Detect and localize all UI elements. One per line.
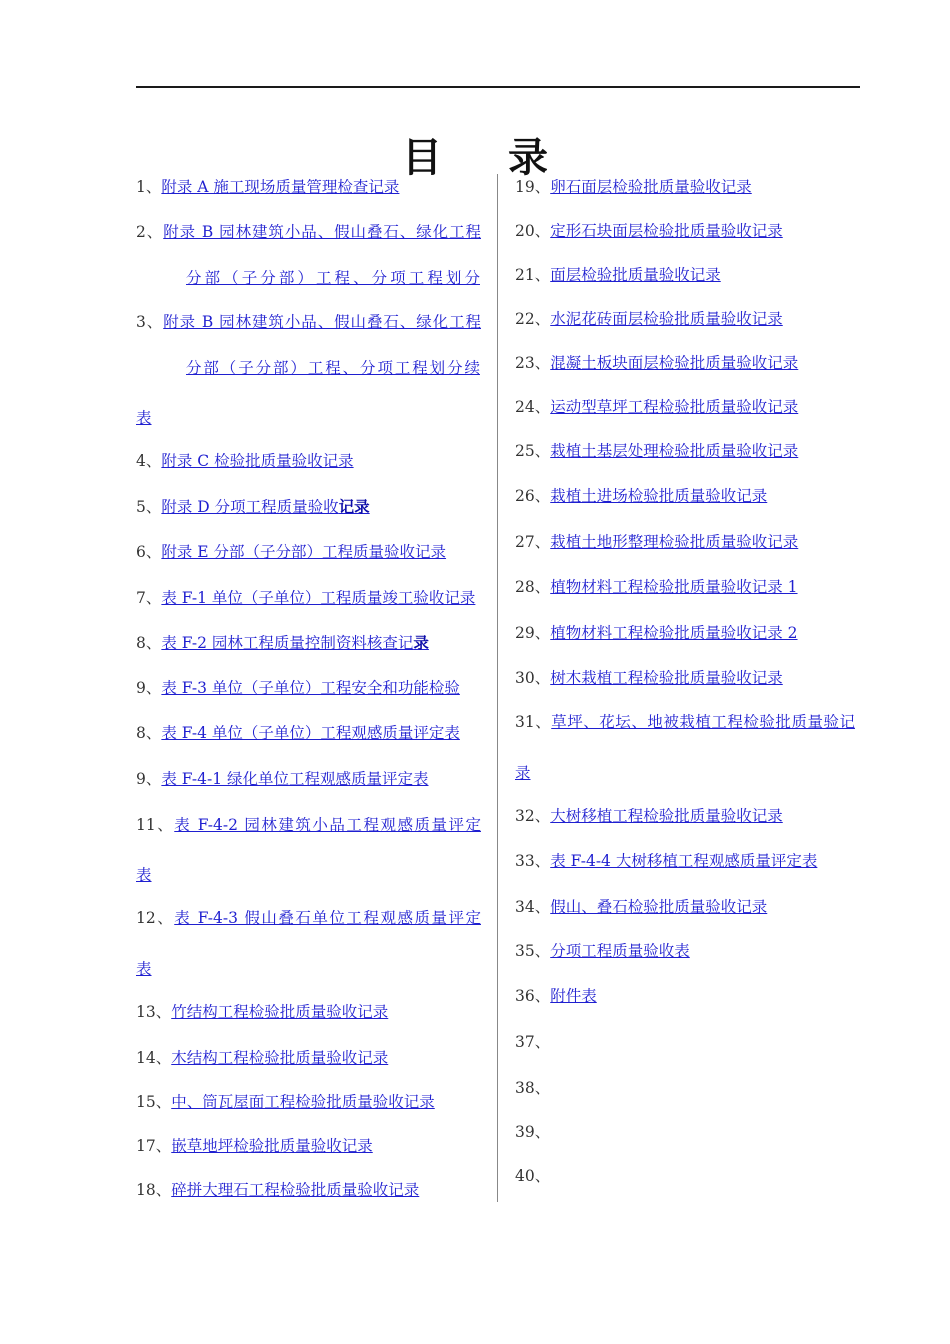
page-title: 目 录 [402, 135, 574, 181]
toc-entry-link-text: 表 F-4-4 大树移植工程观感质量评定表 [550, 852, 818, 870]
toc-entry-number: 34、 [515, 898, 551, 916]
toc-entry-link[interactable] [161, 498, 369, 516]
toc-entry [515, 623, 855, 643]
toc-entry-number: 26、 [515, 487, 551, 505]
toc-entry [136, 723, 481, 743]
toc-entry [136, 1136, 481, 1156]
toc-entry-number: 18、 [136, 1181, 172, 1199]
toc-entry [136, 542, 481, 562]
toc-entry-continuation[interactable]: 分部（子分部）工程、分项工程划分 [186, 269, 480, 287]
toc-entry-number: 36、 [515, 987, 551, 1005]
toc-entry-number: 39、 [515, 1123, 551, 1141]
toc-entry-link[interactable] [550, 624, 797, 642]
toc-entry-link-text: 表 F-1 单位（子单位）工程质量竣工验收记录 [161, 589, 476, 607]
toc-entry-link[interactable] [550, 442, 798, 460]
toc-entry [515, 941, 855, 961]
toc-entry-link[interactable] [171, 1137, 373, 1155]
toc-entry-link[interactable] [161, 452, 353, 470]
toc-entry-link-text: 混凝土板块面层检验批质量验收记录 [550, 354, 799, 372]
toc-entry-number: 28、 [515, 578, 551, 596]
toc-entry [515, 486, 855, 506]
toc-entry-number: 8、 [136, 634, 162, 652]
toc-entry [136, 1180, 481, 1200]
toc-entry-continuation[interactable]: 录 [515, 764, 531, 782]
toc-entry [136, 1092, 481, 1112]
toc-entry-link[interactable] [550, 266, 721, 284]
toc-entry-link[interactable] [171, 1093, 435, 1111]
toc-entry-link[interactable] [550, 852, 817, 870]
toc-entry-link-text: 嵌草地坪检验批质量验收记录 [171, 1137, 373, 1155]
toc-entry [515, 851, 855, 871]
toc-entry-link-text: 栽植土地形整理检验批质量验收记录 [550, 533, 799, 551]
toc-entry-number: 30、 [515, 669, 551, 687]
toc-entry [515, 806, 855, 826]
toc-entry-link[interactable] [171, 1049, 388, 1067]
toc-entry-number: 3、 [136, 313, 164, 331]
toc-entry-link[interactable] [161, 724, 460, 742]
toc-entry-continuation[interactable]: 表 [136, 409, 152, 427]
toc-entry-link-text: 表 F-4-1 绿化单位工程观感质量评定表 [161, 770, 429, 788]
toc-entry-link[interactable] [174, 816, 481, 834]
toc-entry [136, 769, 481, 789]
toc-entry-link-text: 表 F-3 单位（子单位）工程安全和功能检验 [161, 679, 460, 697]
toc-entry-link-text: 表 F-4 单位（子单位）工程观感质量评定表 [161, 724, 460, 742]
toc-entry [515, 532, 855, 552]
toc-entry-link[interactable] [550, 807, 783, 825]
toc-entry-link[interactable] [161, 178, 399, 196]
toc-entry-number: 40、 [515, 1167, 551, 1185]
toc-entry-link[interactable] [161, 770, 428, 788]
toc-entry-link[interactable] [550, 898, 767, 916]
toc-entry-number: 38、 [515, 1079, 551, 1097]
toc-entry-number: 29、 [515, 624, 551, 642]
toc-entry-number: 5、 [136, 498, 162, 516]
toc-entry-number: 20、 [515, 222, 551, 240]
toc-entry-number: 35、 [515, 942, 551, 960]
toc-entry [136, 678, 481, 698]
toc-entry-number: 21、 [515, 266, 551, 284]
toc-entry-link-text: 中、筒瓦屋面工程检验批质量验收记录 [171, 1093, 435, 1111]
toc-entry-link-text: 附录 A 施工现场质量管理检查记录 [161, 178, 400, 196]
toc-entry-number: 31、 [515, 713, 552, 731]
toc-entry-link-text: 植物材料工程检验批质量验收记录 1 [550, 578, 798, 596]
toc-entry [136, 312, 481, 332]
toc-entry-link-text: 面层检验批质量验收记录 [550, 266, 721, 284]
toc-entry-number: 9、 [136, 770, 162, 788]
column-divider [497, 174, 498, 1202]
toc-entry-link[interactable] [550, 487, 767, 505]
toc-entry [136, 177, 481, 197]
toc-entry-number: 7、 [136, 589, 162, 607]
toc-entry-link[interactable] [550, 533, 798, 551]
toc-entry-number: 37、 [515, 1033, 551, 1051]
toc-entry-number: 23、 [515, 354, 551, 372]
toc-entry-number: 12、 [136, 909, 175, 927]
toc-entry-link-text: 卵石面层检验批质量验收记录 [550, 178, 752, 196]
toc-entry [515, 353, 855, 373]
toc-entry-link-text: 附录 C 检验批质量验收记录 [161, 452, 354, 470]
toc-entry-link[interactable] [171, 1003, 388, 1021]
toc-entry [136, 908, 481, 928]
toc-entry-link-text: 分项工程质量验收表 [550, 942, 690, 960]
toc-entry-continuation[interactable]: 分部（子分部）工程、分项工程划分续 [186, 359, 480, 377]
toc-entry [136, 815, 481, 835]
toc-entry-number: 19、 [515, 178, 551, 196]
toc-entry [136, 633, 481, 653]
toc-entry-link[interactable] [163, 313, 481, 331]
toc-entry-link-text: 大树移植工程检验批质量验收记录 [550, 807, 783, 825]
toc-entry-number: 22、 [515, 310, 551, 328]
toc-entry-link-text: 树木栽植工程检验批质量验收记录 [550, 669, 783, 687]
toc-entry [136, 1002, 481, 1022]
toc-entry-number: 11、 [136, 816, 175, 834]
toc-entry-link-text: 附录 E 分部（子分部）工程质量验收记录 [161, 543, 447, 561]
toc-entry-link-text: 表 F-2 园林工程质量控制资料核查记 [161, 634, 414, 652]
toc-entry [515, 668, 855, 688]
toc-entry-number: 8、 [136, 724, 162, 742]
toc-entry-link[interactable] [174, 909, 481, 927]
toc-entry [136, 1048, 481, 1068]
toc-entry [515, 177, 855, 197]
toc-entry-link-text: 草坪、花坛、地被栽植工程检验批质量验记 [551, 713, 855, 731]
toc-entry-link[interactable] [161, 679, 460, 697]
toc-entry [136, 451, 481, 471]
toc-entry [136, 588, 481, 608]
toc-entry-link-text: 附录 B 园林建筑小品、假山叠石、绿化工程 [163, 223, 481, 241]
toc-entry-number: 6、 [136, 543, 162, 561]
toc-entry-link-text: 附录 D 分项工程质量验收 [161, 498, 339, 516]
toc-entry-link[interactable] [171, 1181, 419, 1199]
toc-entry-number: 24、 [515, 398, 551, 416]
toc-entry-link-text: 栽植土进场检验批质量验收记录 [550, 487, 768, 505]
toc-entry [515, 221, 855, 241]
toc-entry-number: 2、 [136, 223, 164, 241]
toc-entry-link-text: 定形石块面层检验批质量验收记录 [550, 222, 783, 240]
toc-entry-number: 13、 [136, 1003, 172, 1021]
toc-entry-link[interactable] [550, 354, 798, 372]
toc-entry [515, 1166, 855, 1186]
toc-entry-link-text: 栽植土基层处理检验批质量验收记录 [550, 442, 799, 460]
toc-entry-link-text: 水泥花砖面层检验批质量验收记录 [550, 310, 783, 328]
toc-entry-number: 32、 [515, 807, 551, 825]
toc-entry [515, 712, 855, 732]
toc-entry-link-text: 植物材料工程检验批质量验收记录 2 [550, 624, 798, 642]
toc-entry-number: 4、 [136, 452, 162, 470]
toc-entry-continuation[interactable]: 表 [136, 960, 152, 978]
toc-entry [515, 441, 855, 461]
toc-entry-link[interactable] [163, 223, 481, 241]
toc-entry [515, 986, 855, 1006]
toc-entry-link[interactable] [550, 178, 752, 196]
toc-entry-link-text: 碎拼大理石工程检验批质量验收记录 [171, 1181, 420, 1199]
toc-entry-link[interactable] [550, 578, 797, 596]
toc-entry-number: 14、 [136, 1049, 172, 1067]
header-rule [136, 86, 860, 88]
toc-entry [515, 397, 855, 417]
toc-entry [515, 309, 855, 329]
toc-entry-link[interactable] [161, 543, 446, 561]
toc-entry-link[interactable] [550, 669, 783, 687]
toc-entry-link[interactable] [550, 310, 783, 328]
toc-entry-link-text: 竹结构工程检验批质量验收记录 [171, 1003, 389, 1021]
toc-entry [515, 577, 855, 597]
toc-entry-link-text: 附件表 [550, 987, 597, 1005]
toc-entry-link-text: 木结构工程检验批质量验收记录 [171, 1049, 389, 1067]
toc-entry-link-text: 表 F-4-2 园林建筑小品工程观感质量评定 [174, 816, 481, 834]
toc-entry-number: 25、 [515, 442, 551, 460]
toc-entry-number: 17、 [136, 1137, 172, 1155]
toc-entry [515, 1078, 855, 1098]
toc-entry-link[interactable] [551, 713, 855, 731]
toc-entry-link[interactable] [550, 398, 798, 416]
toc-entry-link-text: 运动型草坪工程检验批质量验收记录 [550, 398, 799, 416]
toc-entry-link-text: 假山、叠石检验批质量验收记录 [550, 898, 768, 916]
toc-entry-link[interactable] [161, 589, 475, 607]
toc-entry-link[interactable] [161, 634, 429, 652]
toc-entry-link[interactable] [550, 222, 783, 240]
toc-entry-link-text: 表 F-4-3 假山叠石单位工程观感质量评定 [174, 909, 481, 927]
toc-entry-link-bold-text: 记录 [338, 497, 370, 516]
toc-entry-number: 1、 [136, 178, 162, 196]
toc-entry-number: 9、 [136, 679, 162, 697]
toc-entry-number: 33、 [515, 852, 551, 870]
toc-entry-link[interactable] [550, 942, 690, 960]
toc-entry-link-text: 附录 B 园林建筑小品、假山叠石、绿化工程 [163, 313, 481, 331]
toc-entry-continuation[interactable]: 表 [136, 866, 152, 884]
toc-entry-link[interactable] [550, 987, 597, 1005]
toc-entry [515, 1122, 855, 1142]
toc-entry-link-bold-text: 录 [413, 633, 429, 652]
toc-entry [136, 222, 481, 242]
toc-entry [515, 897, 855, 917]
toc-entry-number: 27、 [515, 533, 551, 551]
toc-entry-number: 15、 [136, 1093, 172, 1111]
toc-entry [515, 265, 855, 285]
toc-entry [515, 1032, 855, 1052]
toc-entry [136, 497, 481, 517]
